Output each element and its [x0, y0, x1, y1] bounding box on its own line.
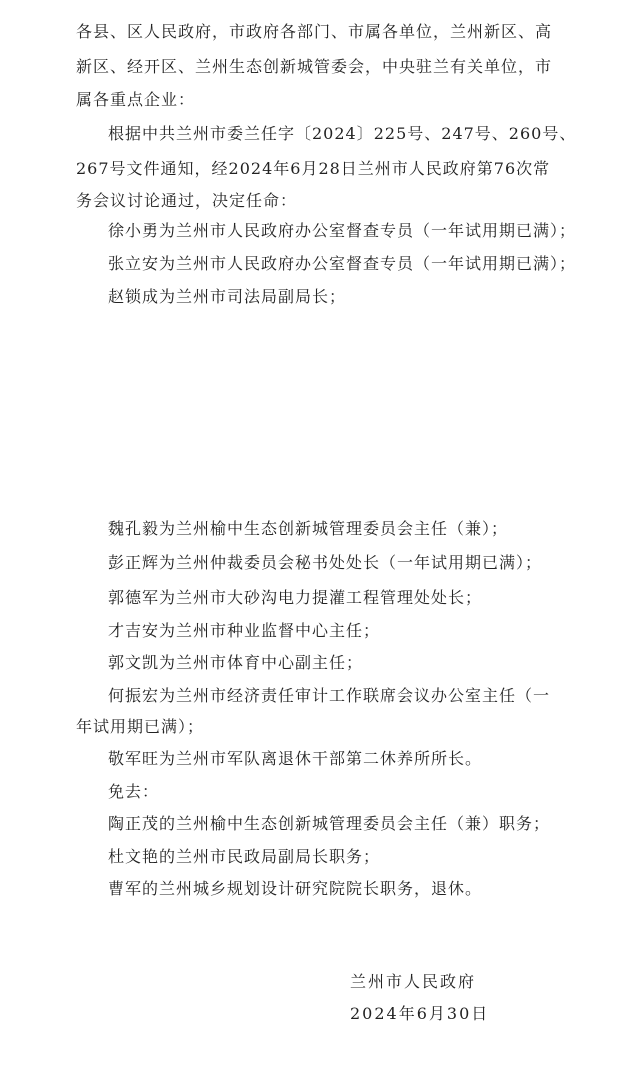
dismissal-item: 杜文艳的兰州市民政局副局长职务；: [108, 847, 381, 866]
appointment-item: 徐小勇为兰州市人民政府办公室督查专员（一年试用期已满）；: [108, 221, 577, 240]
addressee-line-1: 各县、区人民政府，市政府各部门、市属各单位，兰州新区、高: [76, 22, 553, 41]
appointment-item: 魏孔毅为兰州榆中生态创新城管理委员会主任（兼）；: [108, 519, 509, 538]
issue-date: 2024年6月30日: [350, 1004, 490, 1023]
appointment-item: 赵锁成为兰州市司法局副局长；: [108, 287, 347, 306]
addressee-line-3: 属各重点企业：: [76, 90, 196, 109]
appointment-item-continued: 年试用期已满）；: [76, 717, 205, 736]
dismissal-item: 曹军的兰州城乡规划设计研究院院长职务，退休。: [108, 879, 483, 898]
appointment-item: 郭德军为兰州市大砂沟电力提灌工程管理处处长；: [108, 588, 483, 607]
appointment-item: 彭正辉为兰州仲裁委员会秘书处处长（一年试用期已满）；: [108, 553, 543, 572]
appointment-item: 何振宏为兰州市经济责任审计工作联席会议办公室主任（一: [108, 686, 551, 705]
dismissal-item: 陶正茂的兰州榆中生态创新城管理委员会主任（兼）职务；: [108, 814, 551, 833]
intro-line-2: 267号文件通知，经2024年6月28日兰州市人民政府第76次常: [76, 159, 551, 178]
issuer-name: 兰州市人民政府: [350, 972, 477, 991]
appointment-item: 张立安为兰州市人民政府办公室督查专员（一年试用期已满）；: [108, 254, 577, 273]
dismissal-heading: 免去：: [108, 782, 160, 801]
appointment-item: 才吉安为兰州市种业监督中心主任；: [108, 621, 381, 640]
appointment-item: 敬军旺为兰州市军队离退休干部第二休养所所长。: [108, 749, 483, 768]
intro-line-1: 根据中共兰州市委兰任字〔2024〕225号、247号、260号、: [108, 124, 577, 143]
appointment-item: 郭文凯为兰州市体育中心副主任；: [108, 653, 364, 672]
addressee-line-2: 新区、经开区、兰州生态创新城管委会，中央驻兰有关单位，市: [76, 57, 553, 76]
intro-line-3: 务会议讨论通过，决定任命：: [76, 191, 298, 210]
